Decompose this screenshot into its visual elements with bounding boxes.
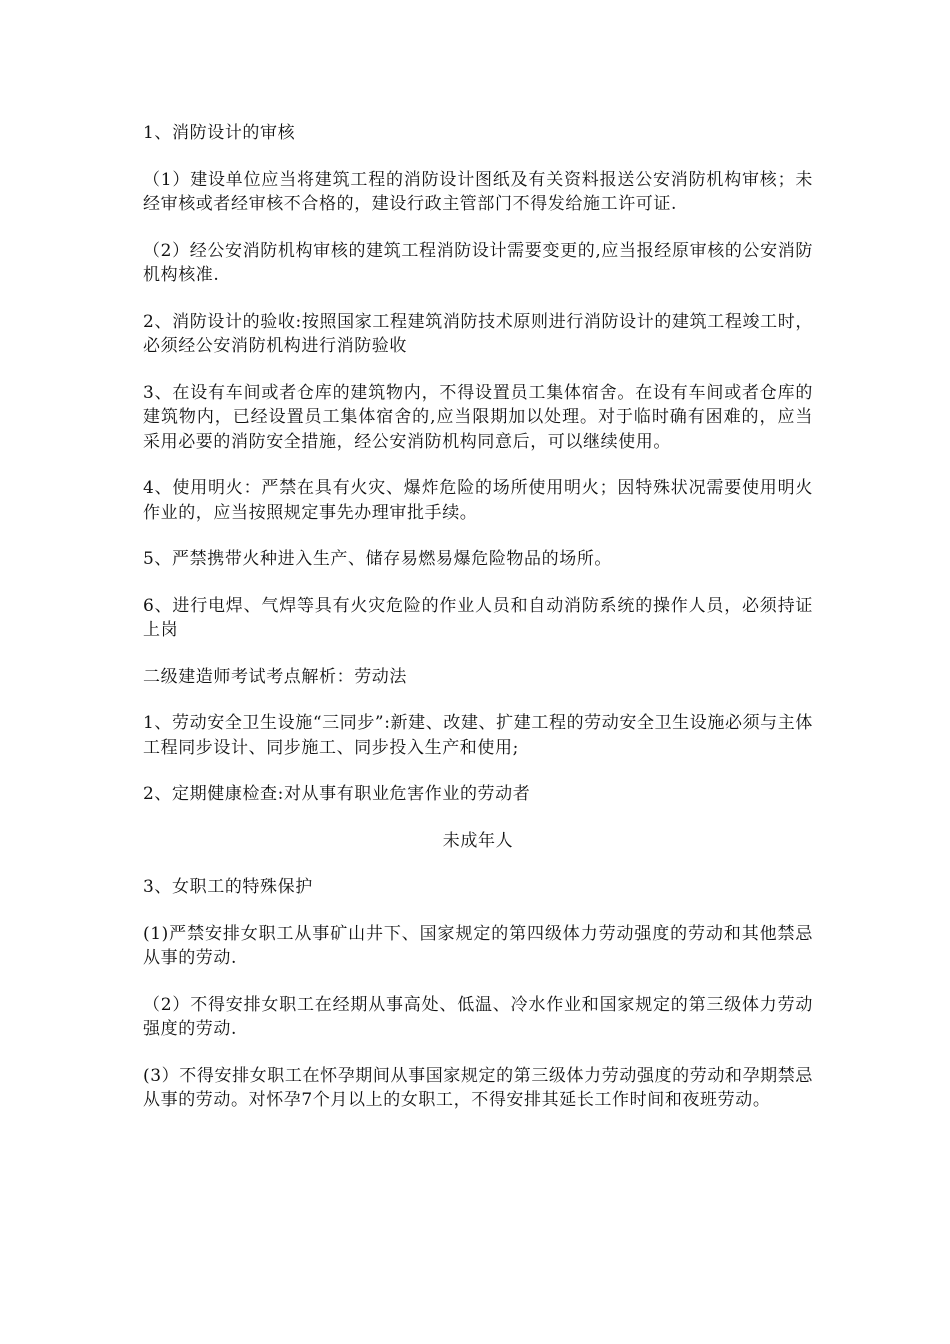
section-heading-labor-law: 二级建造师考试考点解析：劳动法 <box>143 666 407 687</box>
paragraph-protection-item-3: (3）不得安排女职工在怀孕期间从事国家规定的第三级体力劳动强度的劳动和孕期禁忌从事的劳动。对怀孕7个月以上的女职工，不得安排其延长工作时间和夜班劳动。 <box>143 1065 813 1110</box>
heading-female-worker-protection: 3、女职工的特殊保护 <box>143 877 313 897</box>
heading-fire-design-review: 1、消防设计的审核 <box>143 123 296 143</box>
paragraph-certified-workers: 6、进行电焊、气焊等具有火灾危险的作业人员和自动消防系统的操作人员，必须持证上岗 <box>143 595 813 640</box>
paragraph-open-flame: 4、使用明火：严禁在具有火灾、爆炸危险的场所使用明火；因特殊状况需要使用明火作业的，应当按照规定事先办理审批手续。 <box>143 478 813 523</box>
paragraph-dormitory-rule: 3、在设有车间或者仓库的建筑物内，不得设置员工集体宿舍。在设有车间或者仓库的建筑物内，已经设置员工集体宿舍的,应当限期加以处理。对于临时确有困难的，应当采用必要的消防安全措施，经公安消防机构同意后，可以继续使用。 <box>143 382 813 452</box>
paragraph-review-item-1: （1）建设单位应当将建筑工程的消防设计图纸及有关资料报送公安消防机构审核；未经审核或者经审核不合格的，建设行政主管部门不得发给施工许可证. <box>143 169 813 214</box>
paragraph-protection-item-1: (1)严禁安排女职工从事矿山井下、国家规定的第四级体力劳动强度的劳动和其他禁忌从事的劳动. <box>143 923 813 968</box>
paragraph-protection-item-2: （2）不得安排女职工在经期从事高处、低温、冷水作业和国家规定的第三级体力劳动强度的劳动. <box>143 994 813 1039</box>
paragraph-three-simultaneous: 1、劳动安全卫生设施“三同步”:新建、改建、扩建工程的劳动安全卫生设施必须与主体工程同步设计、同步施工、同步投入生产和使用; <box>143 713 813 758</box>
centered-label-minors: 未成年人 <box>442 830 514 851</box>
paragraph-fire-source-ban: 5、严禁携带火种进入生产、储存易燃易爆危险物品的场所。 <box>143 549 613 569</box>
paragraph-review-item-2: （2）经公安消防机构审核的建筑工程消防设计需要变更的,应当报经原审核的公安消防机构核准. <box>143 240 813 285</box>
paragraph-health-check: 2、定期健康检查:对从事有职业危害作业的劳动者 <box>143 784 531 804</box>
paragraph-fire-acceptance: 2、消防设计的验收:按照国家工程建筑消防技术原则进行消防设计的建筑工程竣工时，必须经公安消防机构进行消防验收 <box>143 311 813 356</box>
document-page <box>143 121 813 1135</box>
